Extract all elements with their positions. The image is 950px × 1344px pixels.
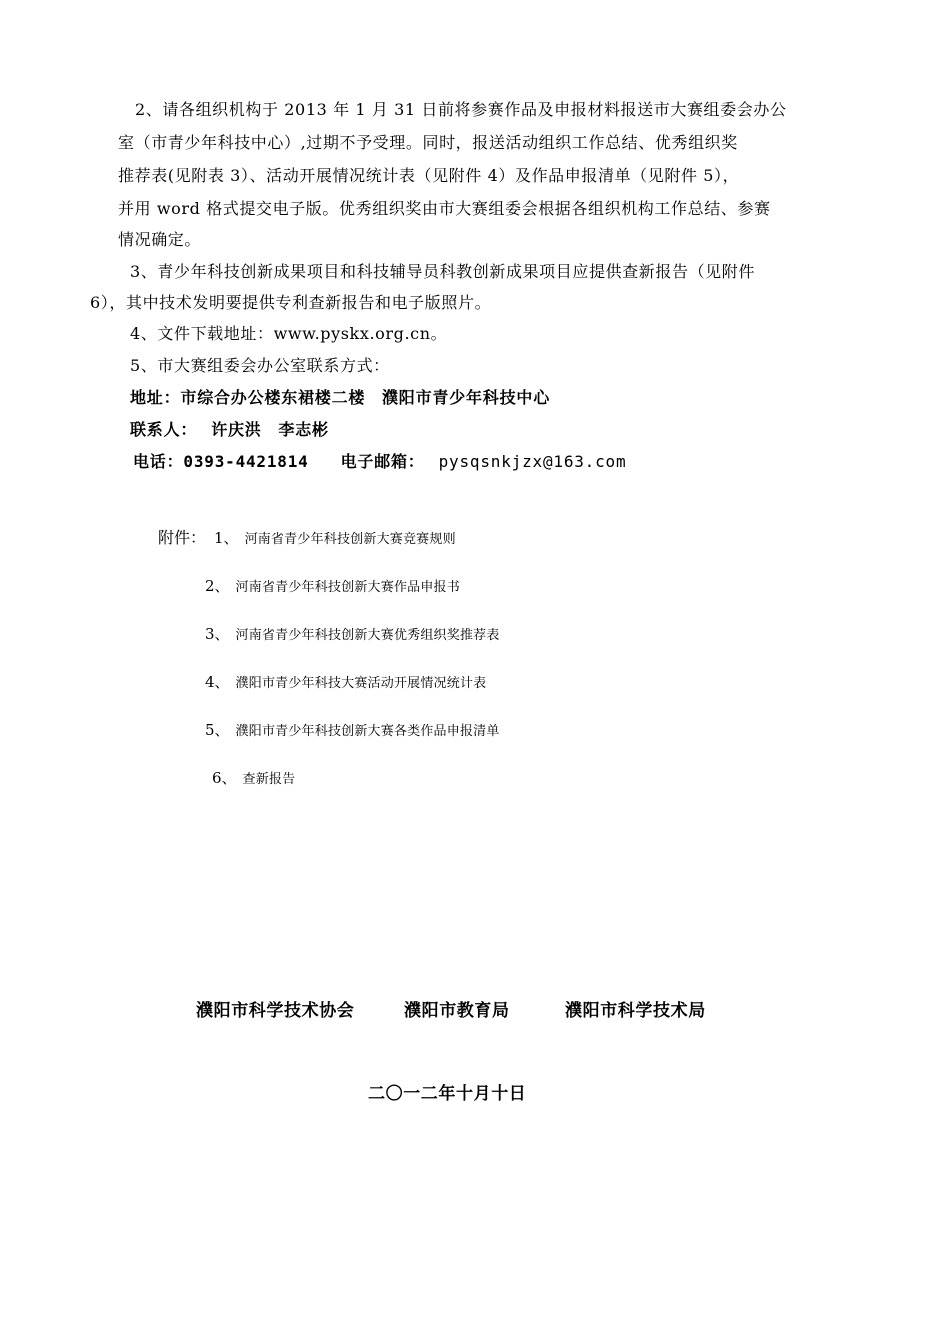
attachment-num: 6、 [212,769,237,787]
contact-persons [130,420,329,440]
contacts-label: 联系人： [130,420,198,439]
attachment-title: 濮阳市青少年科技大赛活动开展情况统计表 [235,676,487,691]
phone-label: 电话： [133,452,184,471]
item5-contact-heading: 5、市大赛组委会办公室联系方式： [130,356,390,375]
attachments-label: 附件： [158,528,207,547]
signature-date: 二〇一二年十月十日 [368,1084,527,1104]
item3-line2: 6），其中技术发明要提供专利查新报告和电子版照片。 [90,293,492,312]
email-label: 电子邮箱： [340,452,425,471]
item2-line1: 2、请各组织机构于 2013 年 1 月 31 日前将参赛作品及申报材料报送市大赛组委会办公 [135,100,787,119]
attachment-3 [205,624,500,646]
attachment-5 [205,720,500,742]
attachment-num: 4、 [205,673,230,691]
item2-line3: 推荐表(见附表 3）、活动开展情况统计表（见附件 4）及作品申报清单（见附件 5）， [118,166,740,185]
attachment-num: 5、 [205,721,230,739]
item2-line5: 情况确定。 [118,230,202,249]
attachment-title: 河南省青少年科技创新大赛优秀组织奖推荐表 [235,628,500,643]
phone-value: 0393-4421814 [183,452,309,471]
item2-line4: 并用 word 格式提交电子版。优秀组织奖由市大赛组委会根据各组织机构工作总结、参赛 [118,199,771,218]
address-label: 地址： [130,388,181,407]
attachment-1 [158,528,456,550]
email-value: pysqsnkjzx@163.com [438,452,627,471]
item2-line2: 室（市青少年科技中心）,过期不予受理。同时，报送活动组织工作总结、优秀组织奖 [118,133,738,152]
contact-address [130,388,550,408]
address-value: 市综合办公楼东裙楼二楼 濮阳市青少年科技中心 [180,388,551,407]
signature-org-education-bureau: 濮阳市教育局 [404,1001,510,1021]
attachment-num: 2、 [205,577,230,595]
signature-org-science-association: 濮阳市科学技术协会 [196,1001,355,1021]
attachment-title: 河南省青少年科技创新大赛作品申报书 [235,580,460,595]
signature-org-science-bureau: 濮阳市科学技术局 [565,1001,706,1021]
contact-phone-email [133,452,626,472]
attachment-4 [205,672,486,694]
attachment-title: 濮阳市青少年科技创新大赛各类作品申报清单 [235,724,500,739]
contacts-value: 许庆洪 李志彬 [211,420,329,439]
attachment-6 [212,768,295,790]
attachment-title: 河南省青少年科技创新大赛竞赛规则 [244,532,456,547]
attachment-num: 3、 [205,625,230,643]
item3-line1: 3、青少年科技创新成果项目和科技辅导员科教创新成果项目应提供查新报告（见附件 [130,262,755,281]
attachment-title: 查新报告 [242,772,296,787]
attachment-2 [205,576,460,598]
attachment-num: 1、 [214,529,239,547]
item4-download-url: 4、文件下载地址：www.pyskx.org.cn。 [130,324,448,343]
